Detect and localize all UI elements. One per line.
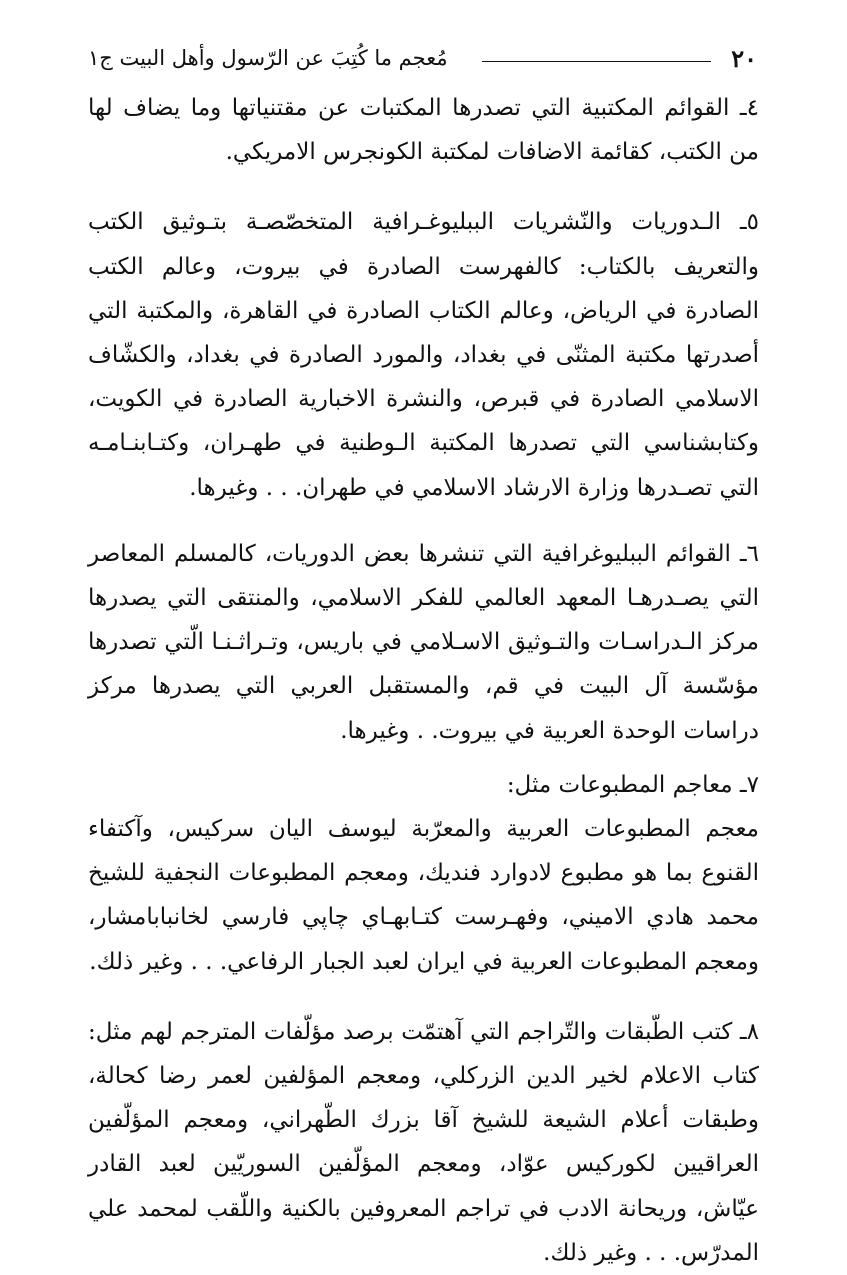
paragraph-item-7-body: معجم المطبوعات العربية والمعرّبة ليوسف اليان سركيس، وآكتفاء القنوع بما هو مطبوع لادوارد فنديك، ومعجم المطبوعات النجفية للشيخ محمد هادي الاميني، وفهـرست كتـابهـاي چاپي فارسي لخانبابامشار، ومعجم المطبوعات العربية في ايران لعبد الجبار الرفاعي. . . وغير ذلك. <box>88 816 759 975</box>
page-body <box>88 86 759 1275</box>
paragraph-item-7-heading: ٧ـ معاجم المطبوعات مثل: <box>506 771 759 798</box>
running-title: مُعجم ما كُتِبَ عن الرّسول وأهل البيت ج١ <box>88 46 448 70</box>
paragraph-spacer <box>88 753 759 763</box>
paragraph-spacer <box>88 984 759 1010</box>
page-header <box>88 38 757 78</box>
paragraph-item-8: ٨ـ كتب الطّبقات والتّراجم التي آهتمّت برصد مؤلّفات المترجم لهم مثل: كتاب الاعلام لخير الدين الزركلي، ومعجم المؤلفين لعمر رضا كحالة، وطبقات أعلام الشيعة للشيخ آقا بزرك الطّهراني، ومعجم المؤلّفين العراقيين لكوركيس عوّاد، ومعجم المؤلّفين السوريّين لعبد القادر عيّاش، وريحانة الادب في تراجم المعروفين بالكنية واللّقب لمحمد علي المدرّس. . . وغير ذلك. <box>88 1018 759 1266</box>
header-rule <box>482 61 712 62</box>
paragraph-item-6: ٦ـ القوائم الببليوغرافية التي تنشرها بعض الدوريات، كالمسلم المعاصر التي يصـدرهـا المعهد العالمي للفكر الاسلامي، والمنتقى التي يصدرها مركز الـدراسـات والتـوثيق الاسـلامي في باريس، وتـراثـنـا الّتي تصدرها مؤسّسة آل البيت في قم، والمستقبل العربي التي يصدرها مركز دراسات الوحدة العربية في بيروت. . وغيرها. <box>88 540 759 744</box>
paragraph-spacer <box>88 174 759 200</box>
page-number: ٢٠ <box>731 43 757 73</box>
paragraph-item-5: ٥ـ الـدوريات والنّشريات الببليوغـرافية المتخصّصـة بتـوثيق الكتب والتعريف بالكتاب: كالفهرست الصادرة في بيروت، وعالم الكتب الصادرة في الرياض، وعالم الكتاب الصادرة في القاهرة، والمكتبة التي أصدرتها مكتبة المثنّى في بغداد، والمورد الصادرة في بغداد، والكشّاف الاسلامي الصادرة في قبرص، والنشرة الاخبارية الصادرة في الكويت، وكتابشناسي التي تصدرها المكتبة الـوطنية في طهـران، وكتـابنـامـه التي تصـدرها وزارة الارشاد الاسلامي في طهران. . . وغيرها. <box>88 209 760 501</box>
paragraph-item-4: ٤ـ القوائم المكتبية التي تصدرها المكتبات عن مقتنياتها وما يضاف لها من الكتب، كقائمة الاضافات لمكتبة الكونجرس الامريكي. <box>88 95 759 166</box>
paragraph-spacer <box>88 510 759 532</box>
